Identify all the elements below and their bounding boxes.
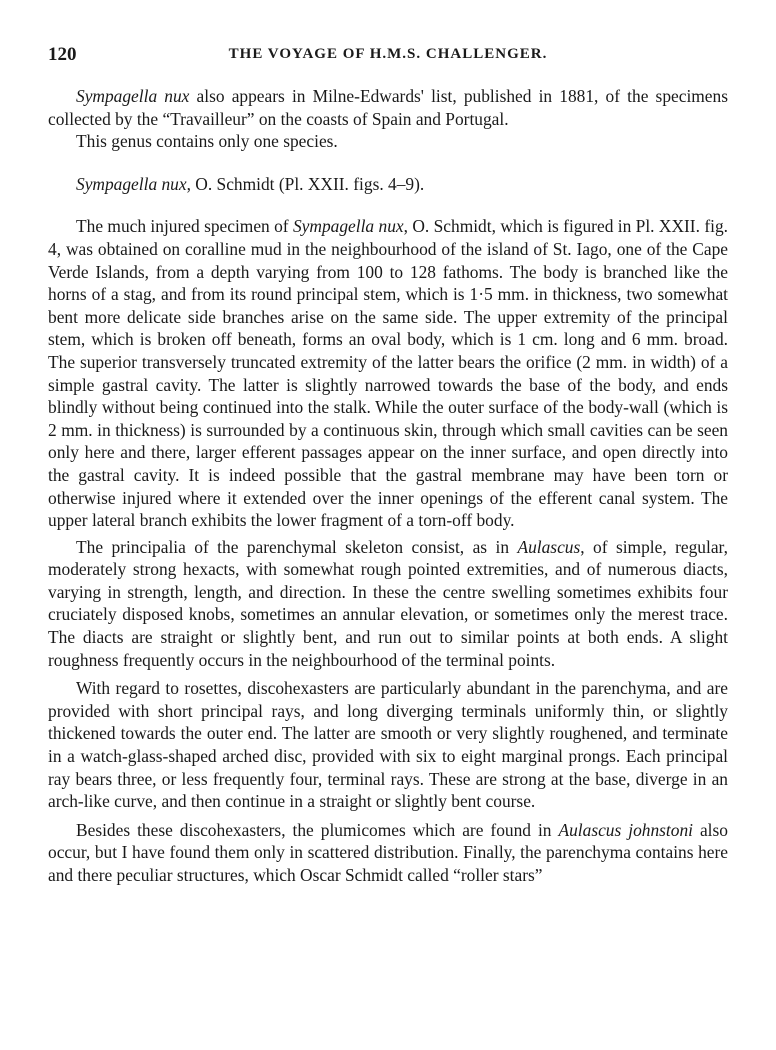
page-number: 120 [48,44,77,65]
paragraph [48,130,728,153]
paragraph [48,215,728,531]
text-run: , O. Schmidt (Pl. XXII. figs. 4–9). [186,173,425,194]
paragraph [48,536,728,672]
paragraph [48,677,728,813]
text-run: This genus contains only one species. [76,131,338,152]
running-title: THE VOYAGE OF H.M.S. CHALLENGER. [228,46,548,62]
text-run: Besides these discohexasters, the plumicomes which are found in [76,819,559,840]
text-run: also occur, but I have found them only in scattered distribution. Finally, the parenchyma contains here and there peculiar structures, which Oscar Schmidt called “roller stars” [48,819,728,885]
italic-taxon: Aulascus johnstoni [558,819,693,840]
section-heading [48,173,728,196]
body-text [48,85,728,887]
text-run: , of simple, regular, moderately strong hexacts, with somewhat rough pointed extremities, and of numerous diacts, varying in strength, length, and direction. In these the centre swelling sometimes exhibits four cruciately disposed knobs, sometimes an annular elevation, or sometimes only the merest trace. The diacts are straight or slightly bent, and run out to similar points at both ends. A slight roughness frequently occurs in the neighbourhood of the terminal points. [48,536,728,670]
italic-taxon: Sympagella nux [76,173,187,194]
paragraph [48,819,728,887]
text-run: With regard to rosettes, discohexasters are particularly abundant in the parenchyma, and are provided with short principal rays, and long diverging terminals uniformly thin, or slightly thickened towards the outer end. The latter are smooth or very slightly roughened, and terminate in a watch-glass-shaped arched disc, provided with six to eight marginal prongs. Each principal ray bears three, or less frequently four, terminal rays. These are strong at the base, diverge in an arch-like curve, and then continue in a straight or slightly bent course. [48,678,728,812]
page-header [48,44,728,68]
text-run: The much injured specimen of [76,216,293,237]
text-run: also appears in Milne-Edwards' list, published in 1881, of the specimens collected by the “Travailleur” on the coasts of Spain and Portugal. [48,86,728,129]
paragraph [48,85,728,130]
italic-taxon: Sympagella nux [292,216,404,237]
text-run: , O. Schmidt, which is figured in Pl. XXII. fig. 4, was obtained on coralline mud in the neighbourhood of the island of St. Iago, one of the Cape Verde Islands, from a depth varying from 100 to 128 fathoms. The body is branched like the horns of a stag, and from its round principal stem, which is 1·5 mm. in thickness, two somewhat bent more delicate side branches arise on the same side. The upper extremity of the principal stem, which is broken off beneath, forms an oval body, which is 1 cm. long and 6 mm. broad. The superior transversely truncated extremity of the latter bears the orifice (2 mm. in width) of a simple gastral cavity. The latter is slightly narrowed towards the base of the body, and ends blindly without being continued into the stalk. While the outer surface of the body-wall (which is 2 mm. in thickness) is surrounded by a continuous skin, through which small cavities can be seen only here and there, larger efferent passages appear on the inner surface, and open directly into the gastral cavity. It is indeed possible that the gastral membrane may have been torn or otherwise injured where it extended over the inner openings of the efferent canal system. The upper lateral branch exhibits the lower fragment of a torn-off body. [48,216,728,531]
italic-taxon: Sympagella nux [76,86,190,106]
italic-taxon: Aulascus [517,536,581,557]
text-run: The principalia of the parenchymal skeleton consist, as in [76,536,518,557]
